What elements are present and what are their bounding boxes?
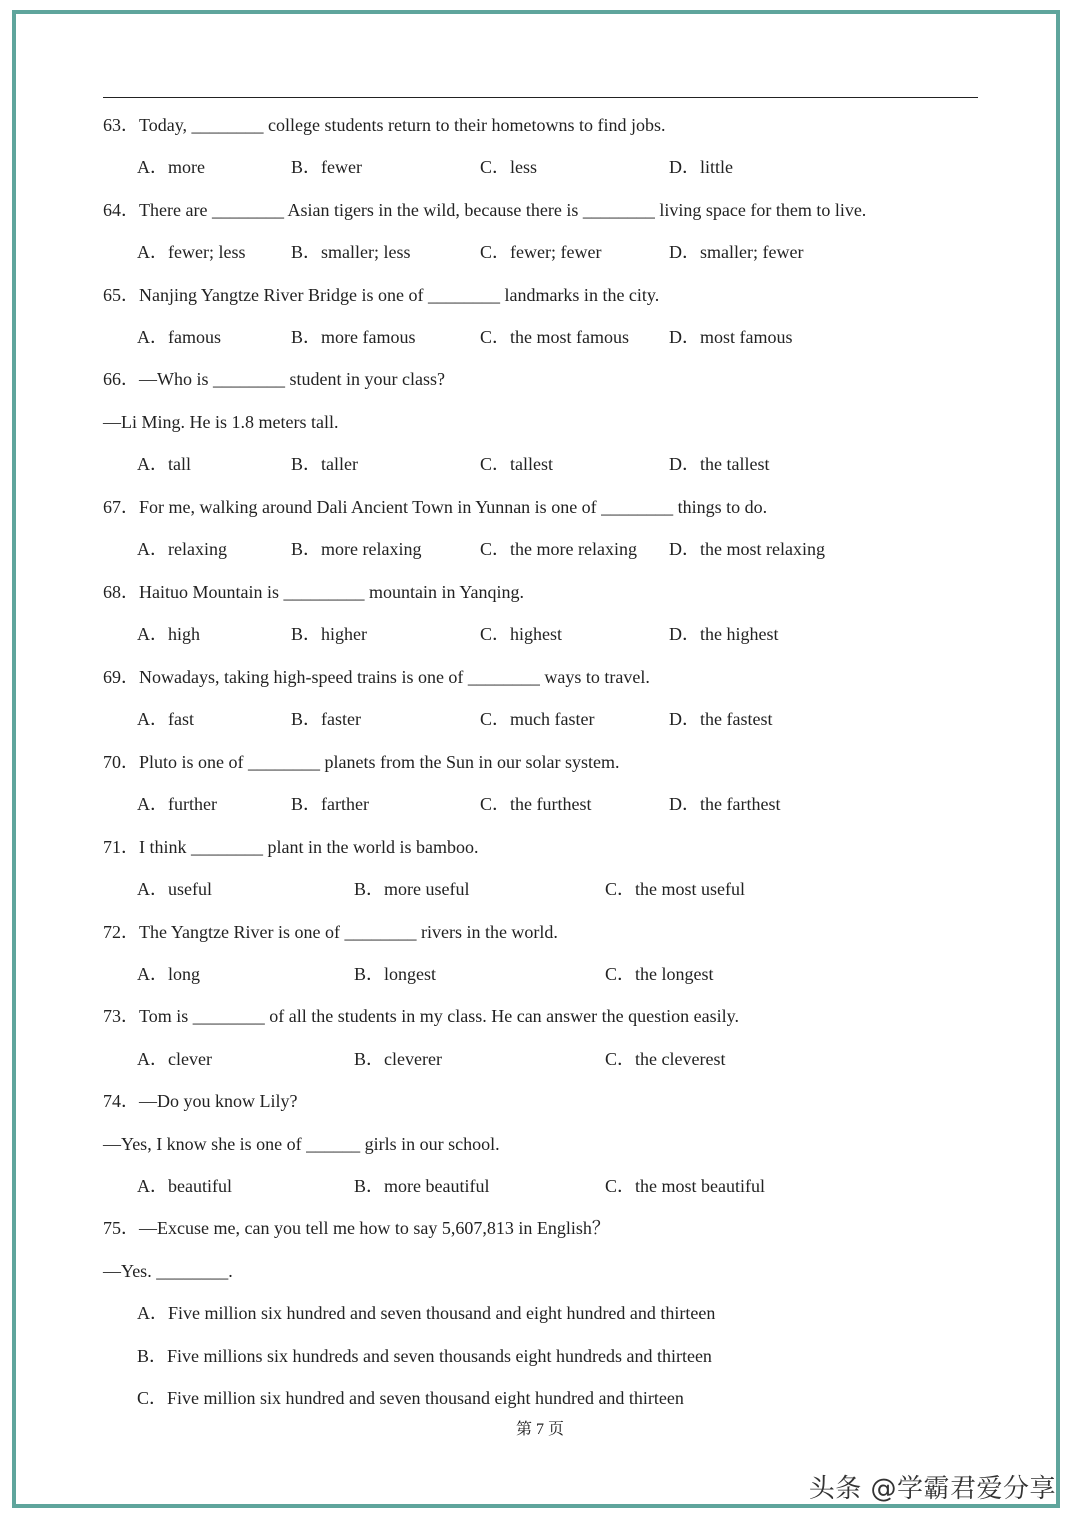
q64-option-d[interactable]: D．smaller; fewer xyxy=(669,242,804,262)
q65-option-a[interactable]: A．famous xyxy=(137,327,221,347)
page-number: 第 7 页 xyxy=(515,1421,564,1438)
question-72: 72．The Yangtze River is one of ________ rivers in the world. xyxy=(103,922,558,942)
q75-option-c[interactable]: C．Five million six hundred and seven thousand eight hundred and thirteen xyxy=(137,1388,684,1408)
q74-option-b[interactable]: B．more beautiful xyxy=(354,1176,490,1196)
q71-option-b[interactable]: B．more useful xyxy=(354,879,470,899)
q64-option-b[interactable]: B．smaller; less xyxy=(291,242,411,262)
q74-option-c[interactable]: C．the most beautiful xyxy=(605,1176,765,1196)
q70-option-d[interactable]: D．the farthest xyxy=(669,794,781,814)
q63-option-a[interactable]: A．more xyxy=(137,157,205,177)
q68-option-d[interactable]: D．the highest xyxy=(669,624,779,644)
q73-option-a[interactable]: A．clever xyxy=(137,1049,212,1069)
q63-option-b[interactable]: B．fewer xyxy=(291,157,362,177)
q68-option-b[interactable]: B．higher xyxy=(291,624,367,644)
header-rule xyxy=(103,97,978,98)
q64-option-a[interactable]: A．fewer; less xyxy=(137,242,246,262)
q66-option-a[interactable]: A．tall xyxy=(137,454,191,474)
q73-option-b[interactable]: B．cleverer xyxy=(354,1049,442,1069)
q65-option-b[interactable]: B．more famous xyxy=(291,327,416,347)
q71-option-a[interactable]: A．useful xyxy=(137,879,212,899)
q75-option-b[interactable]: B．Five millions six hundreds and seven thousands eight hundreds and thirteen xyxy=(137,1346,712,1366)
q64-option-c[interactable]: C．fewer; fewer xyxy=(480,242,602,262)
question-73: 73．Tom is ________ of all the students in my class. He can answer the question easily. xyxy=(103,1006,739,1026)
q69-option-a[interactable]: A．fast xyxy=(137,709,194,729)
question-74-reply: —Yes, I know she is one of ______ girls in our school. xyxy=(103,1134,500,1154)
q74-option-a[interactable]: A．beautiful xyxy=(137,1176,232,1196)
q70-option-b[interactable]: B．farther xyxy=(291,794,369,814)
q69-option-d[interactable]: D．the fastest xyxy=(669,709,773,729)
q72-option-a[interactable]: A．long xyxy=(137,964,200,984)
q65-option-c[interactable]: C．the most famous xyxy=(480,327,629,347)
question-67: 67．For me, walking around Dali Ancient Town in Yunnan is one of ________ things to do. xyxy=(103,497,768,517)
q69-option-b[interactable]: B．faster xyxy=(291,709,361,729)
q75-option-a[interactable]: A．Five million six hundred and seven thousand and eight hundred and thirteen xyxy=(137,1303,716,1323)
q70-option-a[interactable]: A．further xyxy=(137,794,217,814)
q67-option-b[interactable]: B．more relaxing xyxy=(291,539,422,559)
q68-option-c[interactable]: C．highest xyxy=(480,624,563,644)
q72-option-b[interactable]: B．longest xyxy=(354,964,437,984)
q66-option-b[interactable]: B．taller xyxy=(291,454,358,474)
q66-option-d[interactable]: D．the tallest xyxy=(669,454,770,474)
question-71: 71．I think ________ plant in the world is bamboo. xyxy=(103,837,479,857)
question-70: 70．Pluto is one of ________ planets from the Sun in our solar system. xyxy=(103,752,620,772)
watermark: 头条 @学霸君爱分享 xyxy=(808,1474,1056,1504)
q72-option-c[interactable]: C．the longest xyxy=(605,964,714,984)
question-66-reply: —Li Ming. He is 1.8 meters tall. xyxy=(103,412,339,432)
q67-option-d[interactable]: D．the most relaxing xyxy=(669,539,825,559)
question-68: 68．Haituo Mountain is _________ mountain in Yanqing. xyxy=(103,582,525,602)
q68-option-a[interactable]: A．high xyxy=(137,624,200,644)
q67-option-a[interactable]: A．relaxing xyxy=(137,539,227,559)
q63-option-d[interactable]: D．little xyxy=(669,157,733,177)
q69-option-c[interactable]: C．much faster xyxy=(480,709,595,729)
q71-option-c[interactable]: C．the most useful xyxy=(605,879,745,899)
question-75: 75．—Excuse me, can you tell me how to say 5,607,813 in English？ xyxy=(103,1218,610,1238)
question-63: 63．Today, ________ college students return to their hometowns to find jobs. xyxy=(103,115,666,135)
q67-option-c[interactable]: C．the more relaxing xyxy=(480,539,637,559)
q70-option-c[interactable]: C．the furthest xyxy=(480,794,592,814)
question-65: 65．Nanjing Yangtze River Bridge is one of ________ landmarks in the city. xyxy=(103,285,660,305)
q73-option-c[interactable]: C．the cleverest xyxy=(605,1049,726,1069)
question-64: 64．There are ________ Asian tigers in the wild, because there is ________ living space for them to live. xyxy=(103,200,867,220)
question-75-reply: —Yes. ________. xyxy=(103,1261,233,1281)
q65-option-d[interactable]: D．most famous xyxy=(669,327,793,347)
q66-option-c[interactable]: C．tallest xyxy=(480,454,553,474)
question-66: 66．—Who is ________ student in your class? xyxy=(103,369,445,389)
q63-option-c[interactable]: C．less xyxy=(480,157,538,177)
question-69: 69．Nowadays, taking high-speed trains is one of ________ ways to travel. xyxy=(103,667,650,687)
question-74: 74．—Do you know Lily? xyxy=(103,1091,298,1111)
